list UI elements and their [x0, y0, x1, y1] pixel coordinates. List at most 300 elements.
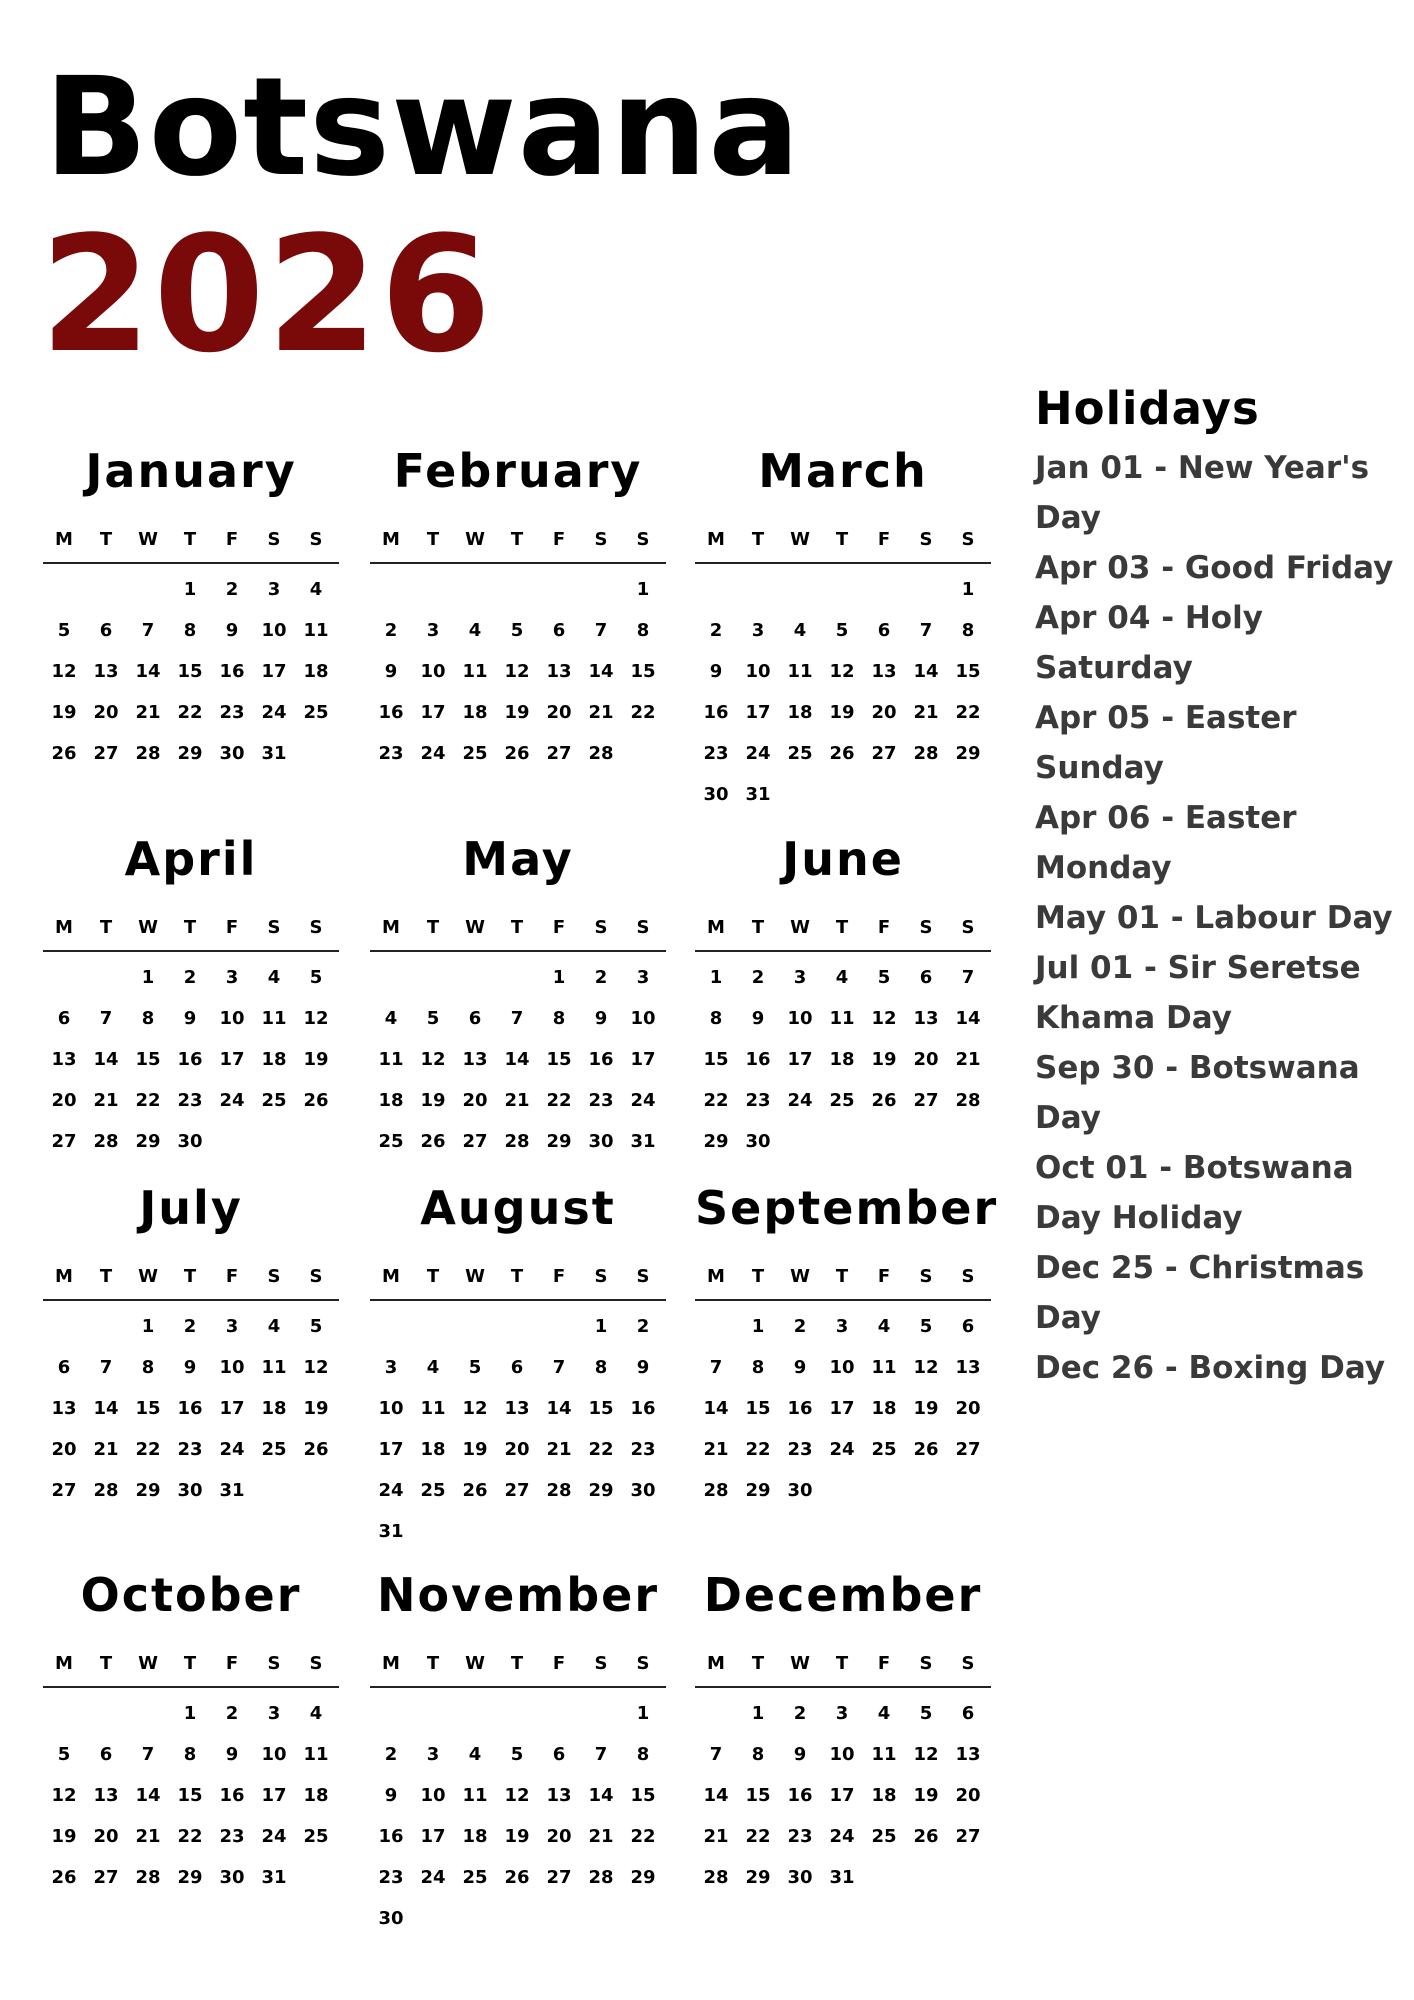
day-cell: 16 [787, 1398, 813, 1419]
day-cell: 28 [135, 743, 161, 764]
day-cell: 18 [462, 1826, 488, 1847]
day-cell: 31 [829, 1867, 855, 1888]
day-cell: 22 [177, 1826, 203, 1847]
day-cell: 25 [420, 1480, 446, 1501]
day-cell: 8 [183, 620, 197, 641]
weekday-label: T [751, 917, 765, 938]
day-cell: 17 [630, 1049, 656, 1070]
day-cell: 12 [913, 1744, 939, 1765]
weekday-label: W [790, 1653, 810, 1674]
day-cell: 11 [462, 661, 488, 682]
day-cell: 11 [871, 1744, 897, 1765]
weekday-label: W [465, 917, 485, 938]
day-cell: 25 [871, 1439, 897, 1460]
day-cell: 28 [546, 1480, 572, 1501]
day-cell: 15 [546, 1049, 572, 1070]
weekday-header [43, 530, 339, 550]
day-cell: 16 [787, 1785, 813, 1806]
day-cell: 9 [384, 661, 398, 682]
month-name: May [462, 832, 574, 886]
header-divider [695, 1686, 991, 1688]
day-cell: 8 [141, 1008, 155, 1029]
weekday-label: T [183, 1266, 197, 1287]
day-cell: 31 [261, 743, 287, 764]
day-cell: 27 [546, 1867, 572, 1888]
day-cell: 23 [177, 1090, 203, 1111]
header-divider [43, 950, 339, 952]
day-cell: 2 [594, 967, 608, 988]
day-cell: 26 [913, 1826, 939, 1847]
weekday-label: W [465, 1653, 485, 1674]
day-cell: 20 [462, 1090, 488, 1111]
day-cell: 8 [709, 1008, 723, 1029]
day-cell: 4 [793, 620, 807, 641]
weekday-header [43, 1654, 339, 1674]
day-cell: 5 [309, 967, 323, 988]
day-cell: 25 [261, 1439, 287, 1460]
day-cell: 15 [177, 1785, 203, 1806]
day-cell: 9 [225, 1744, 239, 1765]
day-cell: 10 [219, 1008, 245, 1029]
day-cell: 12 [303, 1008, 329, 1029]
day-cell: 17 [219, 1398, 245, 1419]
day-cell: 17 [420, 702, 446, 723]
day-cell: 8 [594, 1357, 608, 1378]
day-cell: 14 [913, 661, 939, 682]
weekday-label: W [465, 529, 485, 550]
day-cell: 3 [267, 1703, 281, 1724]
holiday-item: Apr 04 - Holy Saturday [1035, 600, 1263, 686]
day-cell: 3 [426, 1744, 440, 1765]
weekday-label: S [636, 917, 650, 938]
day-cell: 25 [787, 743, 813, 764]
day-cell: 6 [552, 1744, 566, 1765]
header-divider [695, 1299, 991, 1301]
day-cell: 4 [267, 1316, 281, 1337]
day-cell: 9 [225, 620, 239, 641]
day-cell: 14 [93, 1049, 119, 1070]
day-cell: 12 [829, 661, 855, 682]
day-cell: 30 [219, 1867, 245, 1888]
day-cell: 22 [588, 1439, 614, 1460]
day-cell: 26 [871, 1090, 897, 1111]
day-cell: 30 [630, 1480, 656, 1501]
day-cell: 4 [267, 967, 281, 988]
day-cell: 22 [703, 1090, 729, 1111]
day-cell: 29 [955, 743, 981, 764]
day-cell: 11 [261, 1357, 287, 1378]
header-divider [370, 1686, 666, 1688]
weekday-label: S [594, 917, 608, 938]
weekday-label: S [636, 529, 650, 550]
weekday-label: T [835, 917, 849, 938]
day-cell: 10 [745, 661, 771, 682]
day-cell: 22 [745, 1826, 771, 1847]
day-cell: 30 [745, 1131, 771, 1152]
day-cell: 21 [135, 702, 161, 723]
day-cell: 31 [261, 1867, 287, 1888]
day-cell: 15 [630, 1785, 656, 1806]
weekday-label: S [919, 529, 933, 550]
day-cell: 8 [751, 1357, 765, 1378]
day-cell: 26 [51, 743, 77, 764]
day-cell: 25 [303, 1826, 329, 1847]
weekday-label: T [510, 529, 524, 550]
weekday-label: M [382, 917, 400, 938]
day-cell: 10 [420, 1785, 446, 1806]
day-cell: 6 [99, 1744, 113, 1765]
day-cell: 13 [546, 661, 572, 682]
weekday-label: F [552, 529, 566, 550]
day-cell: 19 [913, 1398, 939, 1419]
day-cell: 7 [594, 620, 608, 641]
day-cell: 17 [745, 702, 771, 723]
day-cell: 15 [588, 1398, 614, 1419]
day-cell: 20 [955, 1785, 981, 1806]
day-cell: 15 [745, 1785, 771, 1806]
day-cell: 21 [703, 1439, 729, 1460]
day-cell: 16 [177, 1049, 203, 1070]
header-divider [370, 950, 666, 952]
day-cell: 30 [787, 1480, 813, 1501]
day-cell: 2 [225, 579, 239, 600]
day-cell: 11 [378, 1049, 404, 1070]
day-cell: 3 [267, 579, 281, 600]
day-cell: 4 [877, 1703, 891, 1724]
weekday-label: T [426, 529, 440, 550]
day-cell: 23 [378, 1867, 404, 1888]
month-name: December [703, 1568, 983, 1622]
day-cell: 24 [261, 1826, 287, 1847]
day-cell: 23 [378, 743, 404, 764]
day-cell: 18 [303, 661, 329, 682]
weekday-label: F [877, 1266, 891, 1287]
weekday-label: W [465, 1266, 485, 1287]
day-cell: 11 [829, 1008, 855, 1029]
weekday-label: M [707, 1266, 725, 1287]
day-cell: 16 [177, 1398, 203, 1419]
day-cell: 13 [462, 1049, 488, 1070]
day-cell: 31 [745, 784, 771, 805]
day-cell: 15 [630, 661, 656, 682]
day-cell: 27 [955, 1439, 981, 1460]
weekday-label: F [877, 529, 891, 550]
day-cell: 17 [378, 1439, 404, 1460]
day-cell: 14 [504, 1049, 530, 1070]
day-cell: 26 [420, 1131, 446, 1152]
day-cell: 28 [504, 1131, 530, 1152]
day-cell: 19 [462, 1439, 488, 1460]
day-cell: 2 [793, 1316, 807, 1337]
weekday-label: W [138, 917, 158, 938]
holiday-item: Jul 01 - Sir Seretse Khama Day [1035, 950, 1361, 1036]
day-cell: 3 [225, 967, 239, 988]
day-cell: 6 [57, 1357, 71, 1378]
weekday-header [370, 1267, 666, 1287]
weekday-label: F [552, 917, 566, 938]
day-cell: 29 [135, 1480, 161, 1501]
day-cell: 18 [378, 1090, 404, 1111]
day-cell: 1 [636, 579, 650, 600]
day-cell: 5 [57, 1744, 71, 1765]
day-cell: 22 [546, 1090, 572, 1111]
day-cell: 18 [871, 1398, 897, 1419]
day-cell: 2 [183, 1316, 197, 1337]
day-cell: 10 [829, 1744, 855, 1765]
day-cell: 22 [630, 1826, 656, 1847]
weekday-label: S [919, 1653, 933, 1674]
day-cell: 13 [871, 661, 897, 682]
day-cell: 27 [51, 1131, 77, 1152]
weekday-label: T [99, 529, 113, 550]
weekday-header [43, 918, 339, 938]
weekday-header [695, 1654, 991, 1674]
day-cell: 11 [303, 620, 329, 641]
day-cell: 7 [961, 967, 975, 988]
weekday-label: T [99, 917, 113, 938]
day-cell: 29 [177, 743, 203, 764]
day-cell: 21 [93, 1090, 119, 1111]
day-cell: 23 [745, 1090, 771, 1111]
day-cell: 24 [745, 743, 771, 764]
day-cell: 15 [703, 1049, 729, 1070]
weekday-label: M [55, 1266, 73, 1287]
weekday-label: S [309, 917, 323, 938]
day-cell: 8 [636, 1744, 650, 1765]
day-cell: 26 [913, 1439, 939, 1460]
day-cell: 5 [309, 1316, 323, 1337]
weekday-label: M [707, 917, 725, 938]
weekday-label: S [267, 1266, 281, 1287]
day-cell: 13 [546, 1785, 572, 1806]
day-cell: 10 [630, 1008, 656, 1029]
weekday-label: W [790, 529, 810, 550]
day-cell: 20 [51, 1439, 77, 1460]
day-cell: 22 [955, 702, 981, 723]
day-cell: 5 [919, 1703, 933, 1724]
day-cell: 4 [384, 1008, 398, 1029]
weekday-label: F [225, 1653, 239, 1674]
weekday-label: T [99, 1266, 113, 1287]
weekday-header [370, 1654, 666, 1674]
day-cell: 7 [594, 1744, 608, 1765]
day-cell: 7 [709, 1357, 723, 1378]
day-cell: 27 [871, 743, 897, 764]
day-cell: 17 [261, 1785, 287, 1806]
day-cell: 27 [913, 1090, 939, 1111]
day-cell: 1 [709, 967, 723, 988]
day-cell: 14 [588, 661, 614, 682]
day-cell: 28 [93, 1131, 119, 1152]
weekday-label: W [790, 1266, 810, 1287]
day-cell: 21 [955, 1049, 981, 1070]
day-cell: 2 [225, 1703, 239, 1724]
day-cell: 26 [504, 743, 530, 764]
weekday-label: W [138, 1266, 158, 1287]
month-name: January [85, 444, 297, 498]
day-cell: 20 [546, 1826, 572, 1847]
day-cell: 6 [552, 620, 566, 641]
day-cell: 9 [793, 1744, 807, 1765]
day-cell: 2 [751, 967, 765, 988]
day-cell: 4 [468, 620, 482, 641]
day-cell: 6 [877, 620, 891, 641]
day-cell: 25 [871, 1826, 897, 1847]
day-cell: 15 [745, 1398, 771, 1419]
day-cell: 18 [261, 1398, 287, 1419]
day-cell: 30 [177, 1131, 203, 1152]
country-title: Botswana [44, 49, 802, 207]
day-cell: 20 [955, 1398, 981, 1419]
weekday-label: S [594, 529, 608, 550]
day-cell: 5 [877, 967, 891, 988]
day-cell: 5 [426, 1008, 440, 1029]
day-cell: 29 [703, 1131, 729, 1152]
day-cell: 22 [177, 702, 203, 723]
month-name: March [758, 444, 928, 498]
weekday-label: S [594, 1653, 608, 1674]
weekday-label: T [835, 1653, 849, 1674]
day-cell: 26 [303, 1439, 329, 1460]
holiday-item: Dec 25 - Christmas Day [1035, 1250, 1365, 1336]
day-cell: 16 [745, 1049, 771, 1070]
day-cell: 16 [378, 702, 404, 723]
day-cell: 30 [787, 1867, 813, 1888]
day-cell: 1 [751, 1703, 765, 1724]
day-cell: 8 [552, 1008, 566, 1029]
day-cell: 8 [751, 1744, 765, 1765]
day-cell: 30 [177, 1480, 203, 1501]
day-cell: 21 [588, 1826, 614, 1847]
day-cell: 6 [961, 1316, 975, 1337]
day-cell: 14 [703, 1785, 729, 1806]
day-cell: 1 [141, 1316, 155, 1337]
weekday-label: F [552, 1266, 566, 1287]
day-cell: 7 [99, 1357, 113, 1378]
day-cell: 30 [219, 743, 245, 764]
weekday-label: M [707, 529, 725, 550]
weekday-label: T [751, 1266, 765, 1287]
holiday-item: Apr 03 - Good Friday [1035, 550, 1394, 586]
day-cell: 12 [51, 1785, 77, 1806]
holiday-item: Dec 26 - Boxing Day [1035, 1350, 1386, 1386]
day-cell: 14 [955, 1008, 981, 1029]
day-cell: 5 [468, 1357, 482, 1378]
day-cell: 23 [630, 1439, 656, 1460]
day-cell: 24 [420, 1867, 446, 1888]
weekday-header [695, 530, 991, 550]
month-name: November [376, 1568, 660, 1622]
weekday-label: T [510, 1266, 524, 1287]
day-cell: 9 [636, 1357, 650, 1378]
day-cell: 18 [829, 1049, 855, 1070]
day-cell: 27 [93, 743, 119, 764]
weekday-label: M [382, 529, 400, 550]
day-cell: 8 [636, 620, 650, 641]
day-cell: 6 [57, 1008, 71, 1029]
day-cell: 19 [303, 1398, 329, 1419]
weekday-label: F [225, 529, 239, 550]
day-cell: 3 [384, 1357, 398, 1378]
weekday-label: S [267, 1653, 281, 1674]
day-cell: 19 [51, 702, 77, 723]
weekday-label: S [961, 1653, 975, 1674]
day-cell: 29 [546, 1131, 572, 1152]
day-cell: 19 [504, 1826, 530, 1847]
weekday-label: S [267, 917, 281, 938]
weekday-label: T [510, 917, 524, 938]
day-cell: 22 [135, 1439, 161, 1460]
weekday-header [695, 918, 991, 938]
holiday-item: Oct 01 - Botswana Day Holiday [1035, 1150, 1354, 1236]
day-cell: 9 [594, 1008, 608, 1029]
day-cell: 1 [961, 579, 975, 600]
day-cell: 4 [309, 1703, 323, 1724]
day-cell: 1 [751, 1316, 765, 1337]
weekday-label: S [267, 529, 281, 550]
day-cell: 23 [219, 702, 245, 723]
day-cell: 26 [829, 743, 855, 764]
month-name: August [420, 1181, 616, 1235]
day-cell: 5 [57, 620, 71, 641]
day-cell: 11 [787, 661, 813, 682]
day-cell: 7 [510, 1008, 524, 1029]
day-cell: 16 [588, 1049, 614, 1070]
day-cell: 12 [462, 1398, 488, 1419]
weekday-label: T [183, 529, 197, 550]
day-cell: 6 [961, 1703, 975, 1724]
weekday-label: M [55, 917, 73, 938]
day-cell: 3 [835, 1316, 849, 1337]
day-cell: 11 [420, 1398, 446, 1419]
day-cell: 23 [703, 743, 729, 764]
day-cell: 24 [219, 1090, 245, 1111]
weekday-header [370, 918, 666, 938]
day-cell: 11 [303, 1744, 329, 1765]
header-divider [43, 562, 339, 564]
day-cell: 2 [793, 1703, 807, 1724]
day-cell: 12 [504, 1785, 530, 1806]
weekday-label: T [183, 917, 197, 938]
header-divider [370, 1299, 666, 1301]
day-cell: 14 [135, 1785, 161, 1806]
weekday-label: F [552, 1653, 566, 1674]
day-cell: 18 [261, 1049, 287, 1070]
day-cell: 10 [829, 1357, 855, 1378]
day-cell: 29 [177, 1867, 203, 1888]
header-divider [43, 1299, 339, 1301]
weekday-label: T [183, 1653, 197, 1674]
day-cell: 6 [468, 1008, 482, 1029]
day-cell: 14 [703, 1398, 729, 1419]
day-cell: 21 [703, 1826, 729, 1847]
day-cell: 17 [219, 1049, 245, 1070]
weekday-label: M [382, 1653, 400, 1674]
weekday-label: T [426, 1653, 440, 1674]
day-cell: 20 [93, 702, 119, 723]
day-cell: 24 [829, 1439, 855, 1460]
day-cell: 9 [183, 1357, 197, 1378]
day-cell: 17 [261, 661, 287, 682]
day-cell: 4 [426, 1357, 440, 1378]
day-cell: 19 [420, 1090, 446, 1111]
day-cell: 1 [183, 1703, 197, 1724]
day-cell: 19 [51, 1826, 77, 1847]
day-cell: 28 [588, 743, 614, 764]
day-cell: 27 [51, 1480, 77, 1501]
weekday-label: T [835, 529, 849, 550]
day-cell: 7 [919, 620, 933, 641]
